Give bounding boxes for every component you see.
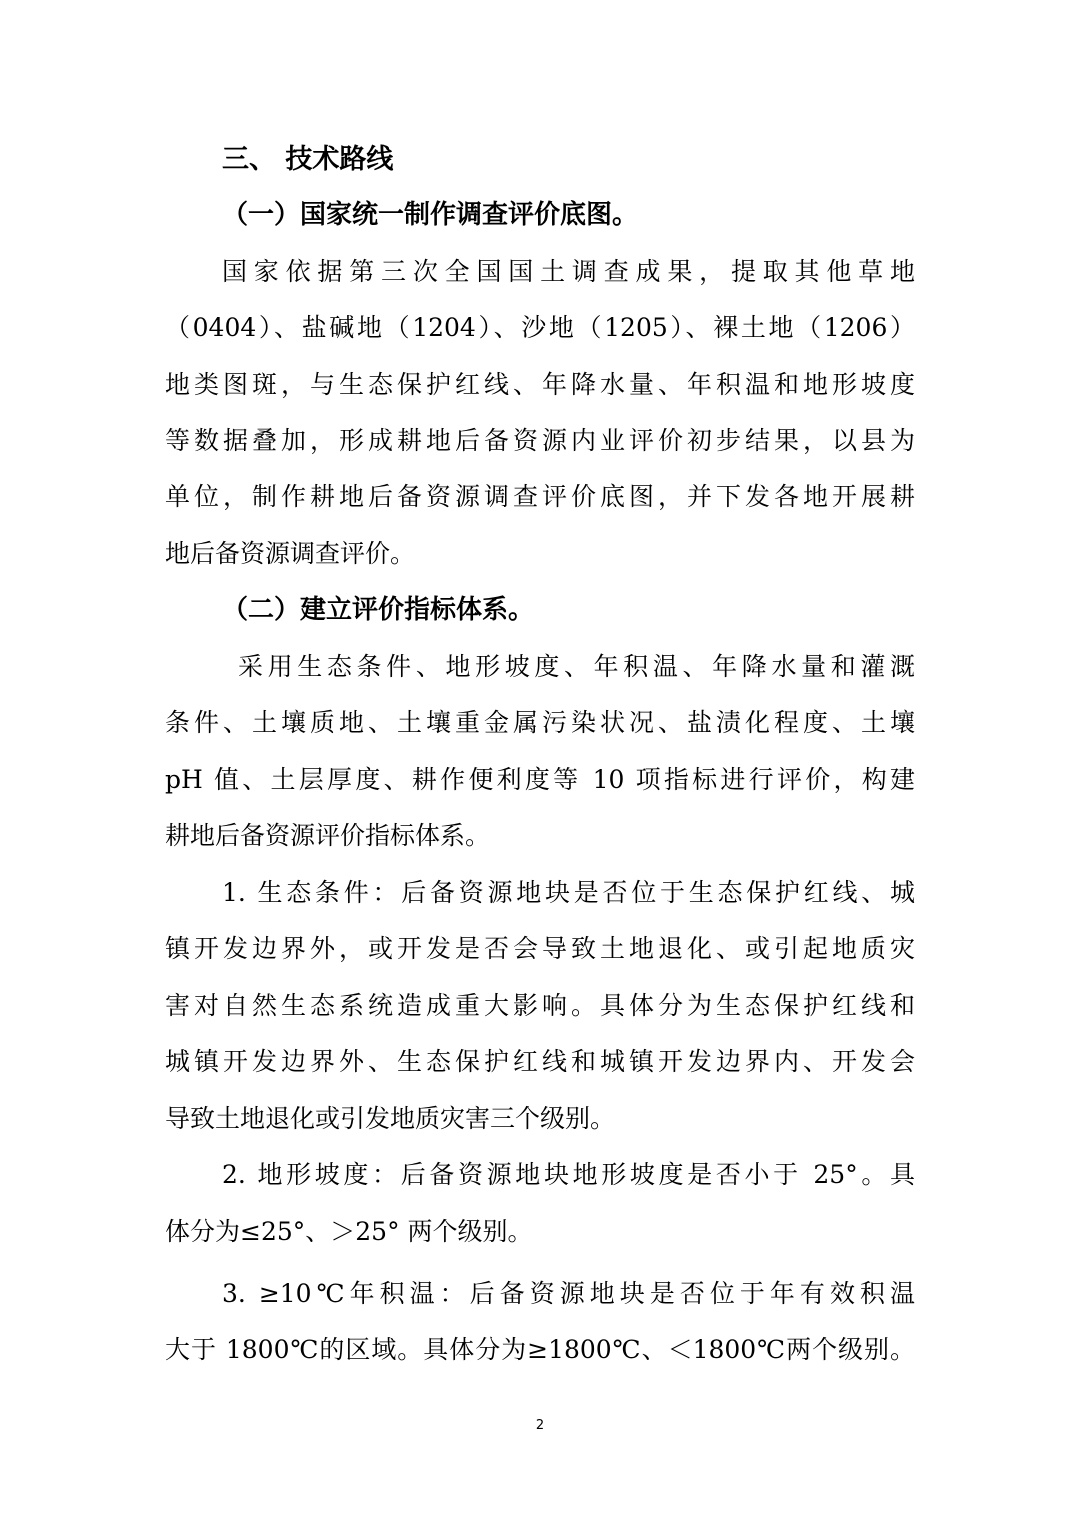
paragraph-line: 条件、土壤质地、土壤重金属污染状况、盐渍化程度、土壤 bbox=[165, 708, 915, 737]
paragraph-line: 体分为≤25°、＞25° 两个级别。 bbox=[165, 1217, 533, 1246]
paragraph-line: 等数据叠加，形成耕地后备资源内业评价初步结果，以县为 bbox=[165, 426, 915, 455]
paragraph-line: 2. 地形坡度：后备资源地块地形坡度是否小于 25°。具 bbox=[222, 1160, 915, 1189]
paragraph-line: 城镇开发边界外、生态保护红线和城镇开发边界内、开发会 bbox=[165, 1047, 915, 1076]
paragraph-line: 大于 1800℃的区域。具体分为≥1800℃、＜1800℃两个级别。 bbox=[165, 1335, 915, 1364]
paragraph-line: 3. ≥10℃年积温：后备资源地块是否位于年有效积温 bbox=[222, 1279, 915, 1308]
paragraph-line: 采用生态条件、地形坡度、年积温、年降水量和灌溉 bbox=[238, 652, 915, 681]
subsection-title-2: （二）建立评价指标体系。 bbox=[222, 595, 535, 625]
paragraph-line: 镇开发边界外，或开发是否会导致土地退化、或引起地质灾 bbox=[165, 934, 915, 963]
paragraph-line: pH 值、土层厚度、耕作便利度等 10 项指标进行评价，构建 bbox=[165, 765, 915, 794]
paragraph-line: 地后备资源调查评价。 bbox=[165, 539, 416, 568]
paragraph-line: 单位，制作耕地后备资源调查评价底图，并下发各地开展耕 bbox=[165, 482, 915, 511]
paragraph-line: 耕地后备资源评价指标体系。 bbox=[165, 821, 491, 850]
paragraph-line: 1. 生态条件：后备资源地块是否位于生态保护红线、城 bbox=[222, 878, 915, 907]
page-number: 2 bbox=[535, 1418, 545, 1433]
subsection-title-1: （一）国家统一制作调查评价底图。 bbox=[222, 200, 639, 230]
paragraph-line: （0404）、盐碱地（1204）、沙地（1205）、裸土地（1206） bbox=[165, 313, 915, 342]
paragraph-line: 导致土地退化或引发地质灾害三个级别。 bbox=[165, 1104, 616, 1133]
paragraph-line: 害对自然生态系统造成重大影响。具体分为生态保护红线和 bbox=[165, 991, 915, 1020]
paragraph-line: 地类图斑，与生态保护红线、年降水量、年积温和地形坡度 bbox=[165, 370, 915, 399]
paragraph-line: 国家依据第三次全国国土调查成果，提取其他草地 bbox=[222, 257, 915, 286]
section-heading: 三、 技术路线 bbox=[222, 144, 394, 175]
